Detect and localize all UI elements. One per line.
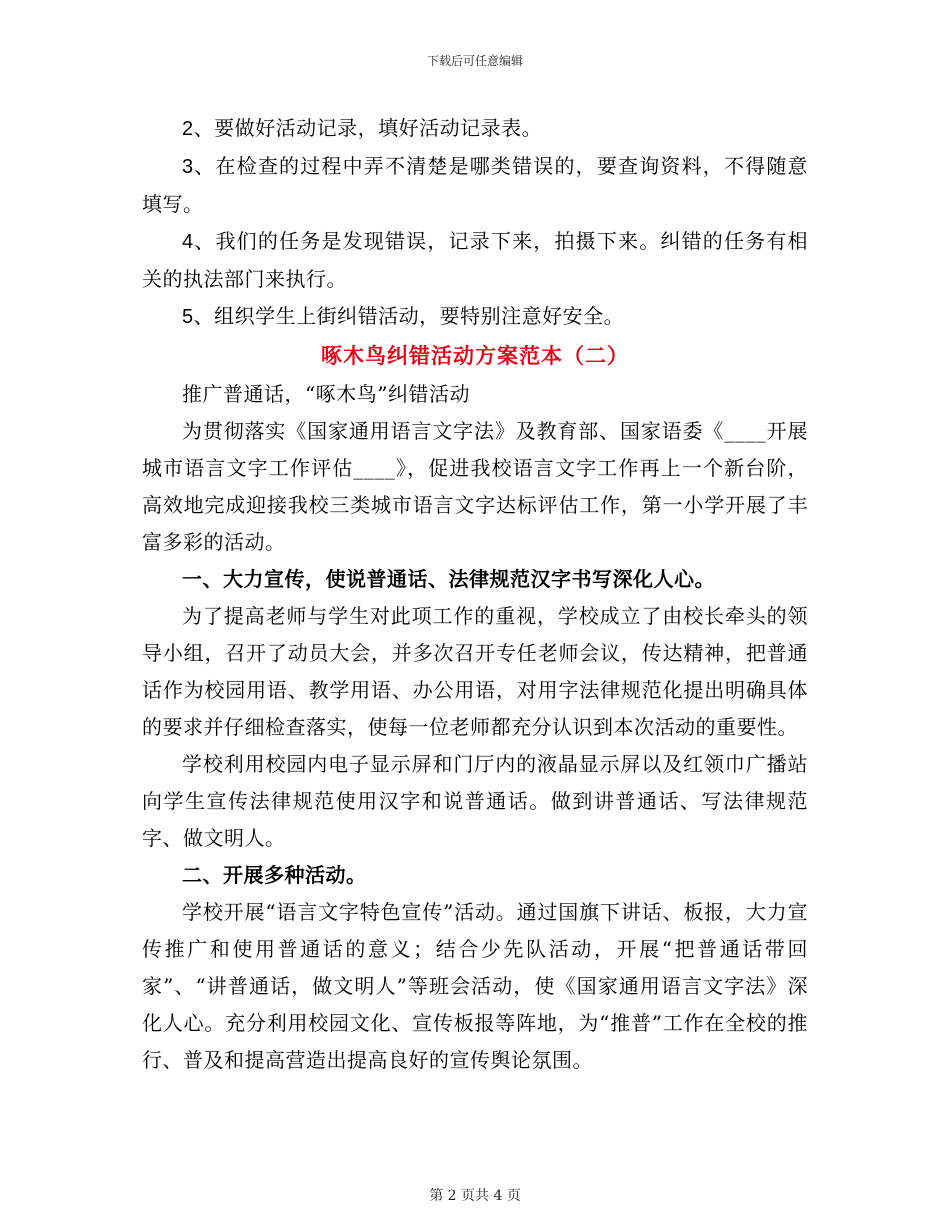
item-text: 、在检查的过程中弄不清楚是哪类错误的，要查询资料，不得随意填写。 — [142, 154, 808, 216]
paragraph: 学校开展“语言文字特色宣传”活动。通过国旗下讲话、板报，大力宣传推广和使用普通话的意义；结合少先队活动，开展“把普通话带回家”、“讲普通话，做文明人”等班会活动，使《国家通用语言文字法》深化人心。充分利用校园文化、宣传板报等阵地，为“推普”工作在全校的推行、普及和提高营造出提高良好的宣传舆论氛围。 — [142, 900, 808, 1072]
subtitle: 推广普通话，“啄木鸟”纠错活动 — [182, 382, 470, 406]
list-item — [142, 298, 808, 336]
heading-two: 二、开展多种活动。 — [182, 863, 367, 887]
item-text: 、要做好活动记录，填好活动记录表。 — [193, 116, 543, 140]
item-text: 、组织学生上街纠错活动，要特别注意好安全。 — [193, 304, 625, 328]
heading-one: 一、大力宣传，使说普通话、法律规范汉字书写深化人心。 — [182, 567, 715, 591]
item-number: 3 — [182, 156, 194, 178]
list-item — [142, 110, 808, 148]
paragraph: 学校利用校园内电子显示屏和门厅内的液晶显示屏以及红领巾广播站向学生宣传法律规范使用汉字和说普通话。做到讲普通话、写法律规范字、做文明人。 — [142, 752, 808, 850]
item-text: 、我们的任务是发现错误，记录下来，拍摄下来。纠错的任务有相关的执法部门来执行。 — [142, 229, 808, 291]
intro-paragraph: 为贯彻落实《国家通用语言文字法》及教育部、国家语委《____开展城市语言文字工作评估____》，促进我校语言文字工作再上一个新台阶，高效地完成迎接我校三类城市语言文字达标评估工作，第一小学开展了丰富多彩的活动。 — [142, 419, 808, 554]
list-item — [142, 148, 808, 223]
item-number: 2 — [182, 118, 194, 140]
page-header: 下载后可任意编辑 — [426, 54, 523, 68]
list-item — [142, 223, 808, 298]
item-number: 5 — [182, 306, 194, 328]
page-footer: 第 2 页共 4 页 — [429, 1188, 521, 1204]
document-body — [142, 110, 808, 1079]
paragraph: 为了提高老师与学生对此项工作的重视，学校成立了由校长牵头的领导小组，召开了动员大会，并多次召开专任老师会议，传达精神，把普通话作为校园用语、教学用语、办公用语，对用字法律规范化提出明确具体的要求并仔细检查落实，使每一位老师都充分认识到本次活动的重要性。 — [142, 604, 808, 739]
section-title: 啄木鸟纠错活动方案范本（二） — [321, 343, 629, 368]
item-number: 4 — [182, 231, 194, 253]
